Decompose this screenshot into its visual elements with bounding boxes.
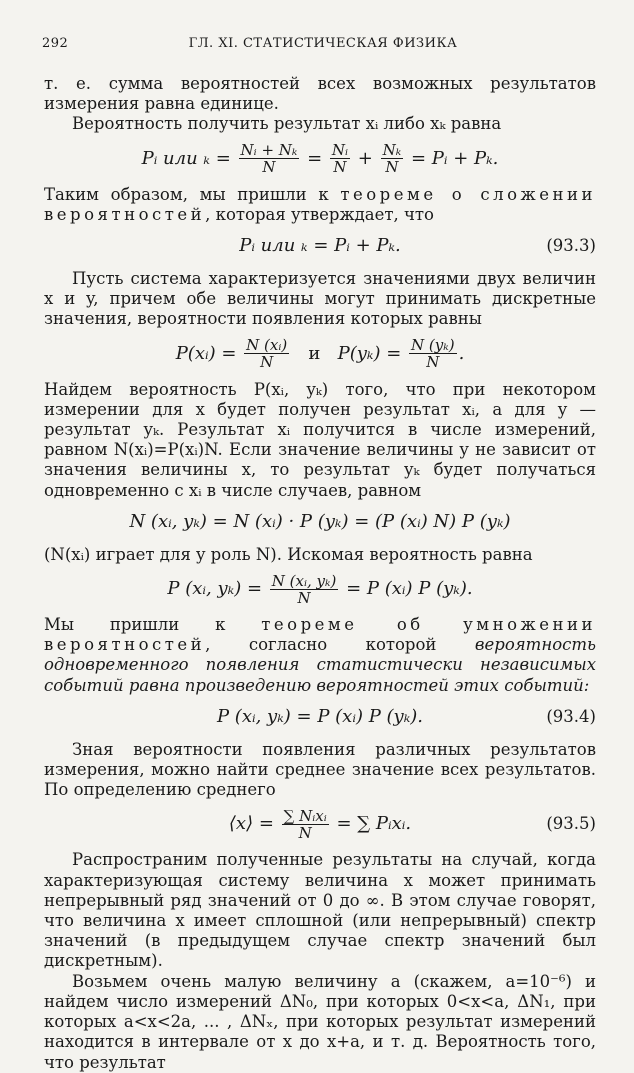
paragraph-1: т. е. сумма вероятностей всех возможных результатов измерения равна единице. [44,74,596,114]
equation-probability-or: Pᵢ или ₖ = $\frac{\text{Nᵢ + Nₖ}}{N}$ = $\frac{\text{Nᵢ}}{N}$ + $\frac{\text{Nₖ}}{N}$ = Pᵢ + Pₖ. [141,141,499,177]
eq2-body: Pᵢ или ₖ = Pᵢ + Pₖ. [239,235,401,257]
paragraph-3: Таким образом, мы пришли к теореме о сложении вероятностей, которая утверждает, что [44,184,596,224]
eq1-fraction-1: $\frac{\text{Nᵢ + Nₖ}}{N}$ [240,141,298,177]
theorem-addition: теореме о сложении вероятностей [44,184,596,224]
eq1-lhs: Pᵢ или ₖ = [141,147,231,169]
paragraph-10: Возьмем очень малую величину a (скажем, a=10⁻⁶) и найдем число измерений ΔN₀, при которых 0<x<a, ΔN₁, при которых a<x<2a, ... , ΔNₓ, при которых результат измерений находится в интервале от x до x+a, и т. д. Вероятность того, что результат [44,971,596,1072]
equation-93-5: ⟨x⟩ = $\frac{\text{∑ Nᵢxᵢ}}{N}$ = ∑ Pᵢxᵢ. (93.5) [44,804,596,844]
equation-joint-probability: P (xᵢ, yₖ) = $\frac{\text{N (xᵢ, yₖ)}}{N}$ = P (xᵢ) P (yₖ). [167,571,473,607]
page-body [44,74,596,1073]
theorem-multiplication: теореме об умножении вероятностей [44,615,596,655]
equation-number-93-4: (93.4) [546,706,596,726]
eq1-rhs: = Pᵢ + Pₖ. [410,147,499,169]
paragraph-5: Найдем вероятность P(xᵢ, yₖ) того, что при некотором измерении для x будет получен результат xᵢ, а для y — результат yₖ. Результат xᵢ получится в числе измерений, равном N(xᵢ)=P(xᵢ)N. Если значение величины y не зависит от значения величины x, то результат yₖ будет получаться одновременно с xᵢ в числе случаев, равном [44,379,596,500]
equation-93-3 [44,229,596,263]
eq1-fraction-3: $\frac{\text{Nₖ}}{N}$ [382,141,402,177]
equation-joint-count: N (xᵢ, yₖ) = N (xᵢ) · P (yₖ) = (P (xᵢ) N) P (yₖ) [129,510,511,532]
equation-number-93-5: (93.5) [546,814,596,834]
paragraph-9: Распространим полученные результаты на случай, когда характеризующая систему величина x может принимать непрерывный ряд значений от 0 до ∞. В этом случае говорят, что величина x имеет сплошной (или непрерывный) спектр значений (в предыдущем случае спектр значений был дискретным). [44,850,596,971]
paragraph-4: Пусть система характеризуется значениями двух величин x и y, причем обе величины могут принимать дискретные значения, вероятности появления которых равны [44,269,596,329]
running-header [42,36,604,56]
paragraph-7: Мы пришли к теореме об умножении вероятностей, согласно которой вероятность одновременного появления статистически независимых событий равна произведению вероятностей этих событий: [44,615,596,695]
paragraph-2: Вероятность получить результат xᵢ либо xₖ равна [72,114,502,134]
chapter-title: ГЛ. XI. СТАТИСТИЧЕСКАЯ ФИЗИКА [188,36,458,51]
equation-number-93-3: (93.3) [546,236,596,256]
page-number: 292 [42,36,69,51]
equation-marginal-probabilities: P(xᵢ) = $\frac{\text{N (xᵢ)}}{N}$ и P(yₖ) = $\frac{\text{N (yₖ)}}{N}$ . [175,336,465,372]
paragraph-8: Зная вероятности появления различных результатов измерения, можно найти среднее значение всех результатов. По определению среднего [44,739,596,800]
eq1-fraction-2: $\frac{\text{Nᵢ}}{N}$ [331,141,349,177]
equation-93-4: P (xᵢ, yₖ) = P (xᵢ) P (yₖ). (93.4) [44,700,596,734]
paragraph-6: (N(xᵢ) играет для y роль N). Искомая вероятность равна [44,544,533,564]
